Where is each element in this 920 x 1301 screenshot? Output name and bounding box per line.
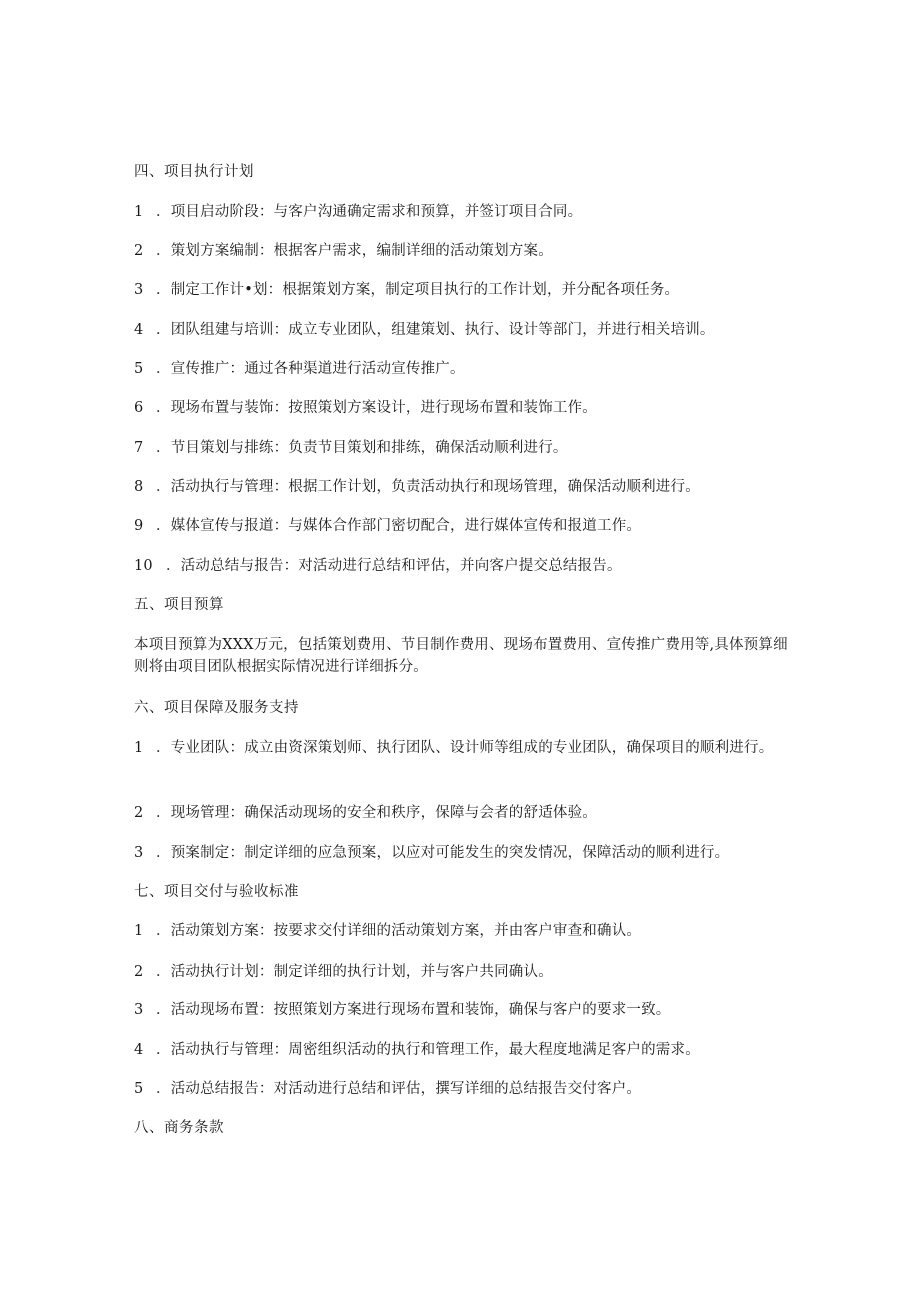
list-number: 1 xyxy=(134,923,144,939)
list-item xyxy=(134,241,553,261)
list-text: ．制定工作计•划：根据策划方案，制定项目执行的工作计划，并分配各项任务。 xyxy=(156,282,680,298)
list-text: ．活动执行计划：制定详细的执行计划，并与客户共同确认。 xyxy=(156,964,553,980)
list-number: 8 xyxy=(134,479,144,495)
list-text: ．活动总结报告：对活动进行总结和评估，撰写详细的总结报告交付客户。 xyxy=(156,1081,642,1097)
list-number: 3 xyxy=(134,1002,144,1018)
list-item xyxy=(134,320,715,340)
section-heading-5: 五、项目预算 xyxy=(134,597,224,613)
list-item xyxy=(134,359,465,379)
list-number: 5 xyxy=(134,1081,144,1097)
list-item xyxy=(134,202,582,222)
list-item xyxy=(134,1079,641,1099)
list-item xyxy=(134,1000,671,1020)
list-item xyxy=(134,843,729,863)
list-text: ．活动执行与管理：根据工作计划，负责活动执行和现场管理，确保活动顺利进行。 xyxy=(156,479,700,495)
list-item xyxy=(134,1040,700,1060)
list-item xyxy=(134,516,641,536)
section-heading-4: 四、项目执行计划 xyxy=(134,164,254,180)
list-number: 9 xyxy=(134,518,144,534)
list-number: 2 xyxy=(134,805,144,821)
list-item xyxy=(134,398,597,418)
list-text: ．媒体宣传与报道：与媒体合作部门密切配合，进行媒体宣传和报道工作。 xyxy=(156,518,642,534)
list-text: ．项目启动阶段：与客户沟通确定需求和预算，并签订项目合同。 xyxy=(156,204,583,220)
list-number: 1 xyxy=(134,740,144,756)
list-text: ．活动策划方案：按要求交付详细的活动策划方案，并由客户审查和确认。 xyxy=(156,923,642,939)
budget-paragraph: 本项目预算为XXX万元，包括策划费用、节目制作费用、现场布置费用、宣传推广费用等,具体预算细则将由项目团队根据实际情况进行详细拆分。 xyxy=(134,637,788,675)
list-number: 1 xyxy=(134,204,144,220)
list-text: ．宣传推广：通过各种渠道进行活动宣传推广。 xyxy=(156,361,465,377)
list-text: ．活动现场布置：按照策划方案进行现场布置和装饰，确保与客户的要求一致。 xyxy=(156,1002,671,1018)
list-text: ．现场管理：确保活动现场的安全和秩序，保障与会者的舒适体验。 xyxy=(156,805,597,821)
list-text: ．团队组建与培训：成立专业团队，组建策划、执行、设计等部门，并进行相关培训。 xyxy=(156,322,715,338)
list-item xyxy=(134,280,679,300)
list-number: 2 xyxy=(134,243,144,259)
section-heading-6: 六、项目保障及服务支持 xyxy=(134,700,299,716)
list-text: ．策划方案编制：根据客户需求，编制详细的活动策划方案。 xyxy=(156,243,553,259)
list-item xyxy=(134,737,794,759)
list-text: ．活动执行与管理：周密组织活动的执行和管理工作，最大程度地满足客户的需求。 xyxy=(156,1042,700,1058)
list-text: ．现场布置与装饰：按照策划方案设计，进行现场布置和装饰工作。 xyxy=(156,400,597,416)
section-heading-7: 七、项目交付与验收标准 xyxy=(134,884,299,900)
list-number: 4 xyxy=(134,322,144,338)
list-item xyxy=(134,477,700,497)
list-number: 5 xyxy=(134,361,144,377)
list-number: 4 xyxy=(134,1042,144,1058)
list-item xyxy=(134,962,553,982)
list-item xyxy=(134,803,597,823)
section-heading-8: 八、商务条款 xyxy=(134,1120,224,1136)
list-text: ．预案制定：制定详细的应急预案，以应对可能发生的突发情况，保障活动的顺利进行。 xyxy=(156,845,730,861)
list-item xyxy=(134,921,641,941)
list-number: 2 xyxy=(134,964,144,980)
list-item xyxy=(134,556,622,576)
list-number: 6 xyxy=(134,400,144,416)
list-item xyxy=(134,438,568,458)
list-number: 3 xyxy=(134,282,144,298)
list-text: ．节目策划与排练：负责节目策划和排练，确保活动顺利进行。 xyxy=(156,440,568,456)
list-number: 3 xyxy=(134,845,144,861)
list-number: 7 xyxy=(134,440,144,456)
list-text: ．专业团队：成立由资深策划师、执行团队、设计师等组成的专业团队，确保项目的顺利进行。 xyxy=(156,740,774,756)
list-number: 10 xyxy=(134,558,153,574)
list-text: ．活动总结与报告：对活动进行总结和评估，并向客户提交总结报告。 xyxy=(166,558,622,574)
